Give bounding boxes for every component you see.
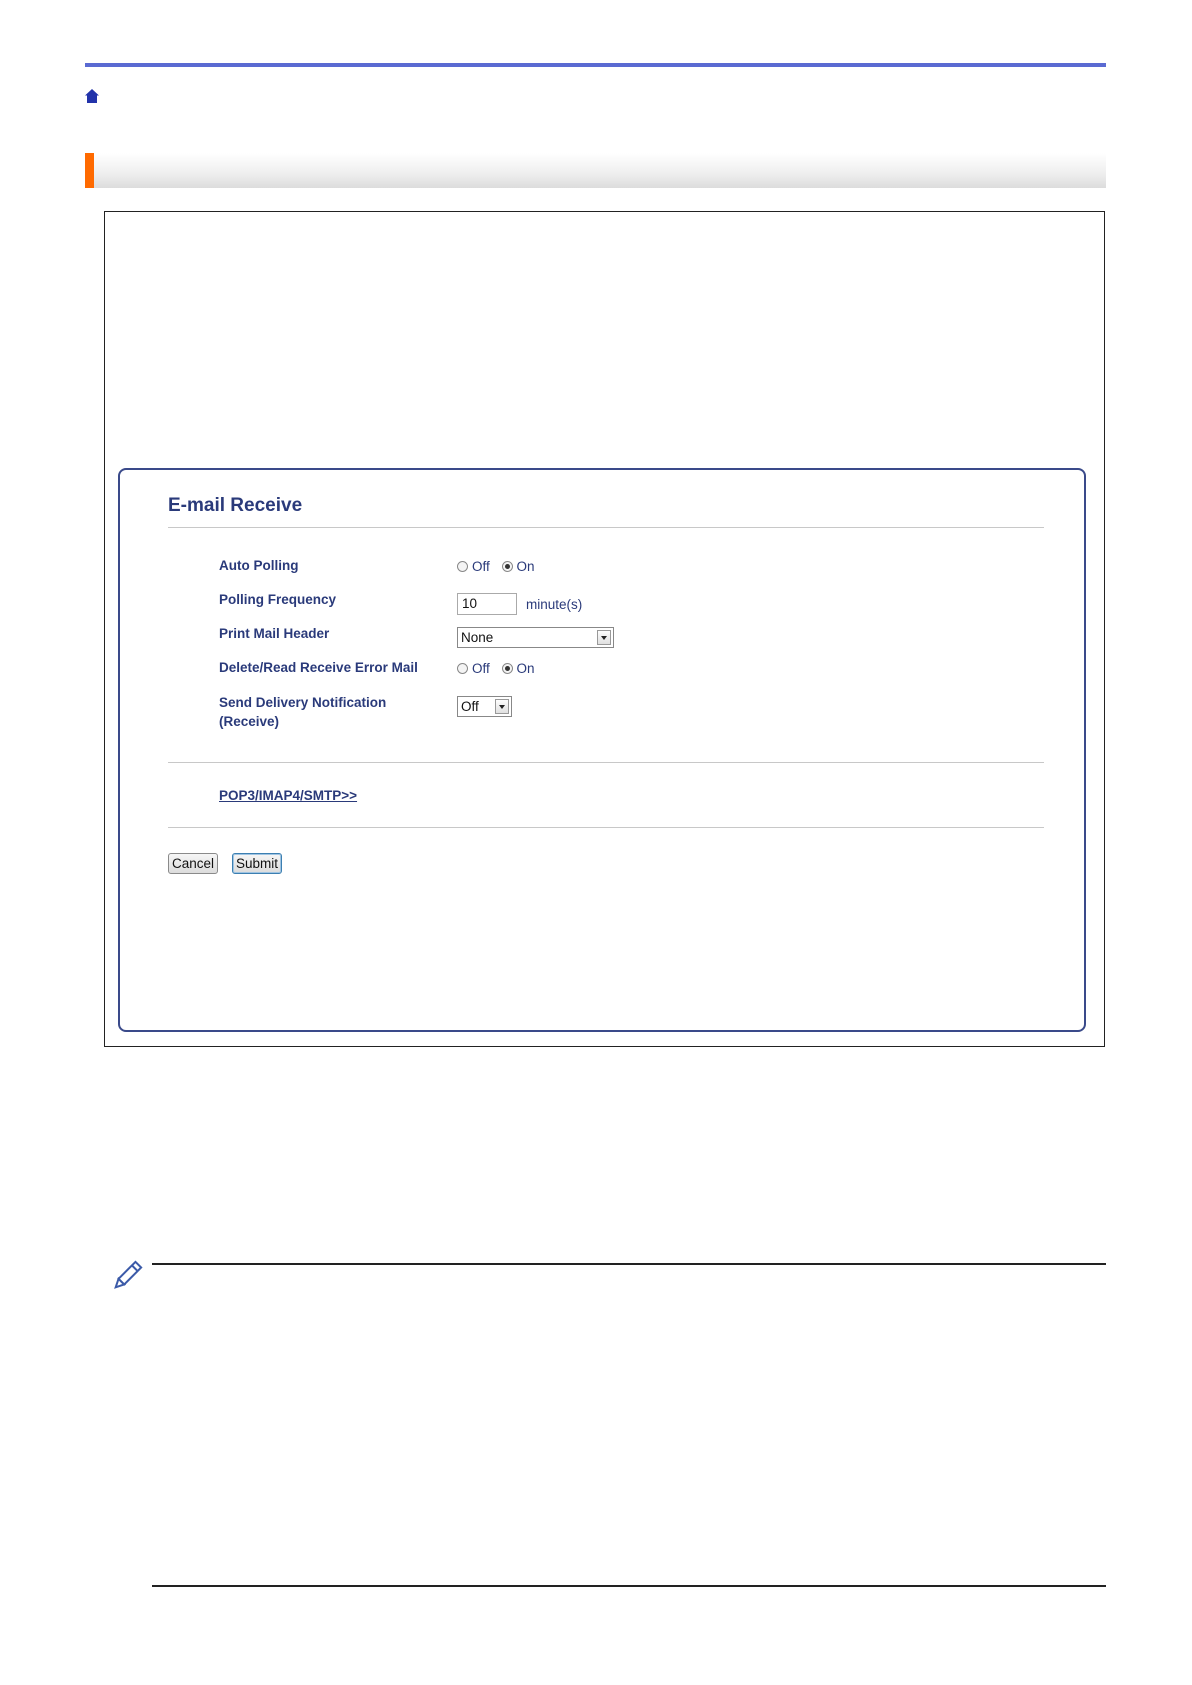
print-mail-header-label: Print Mail Header (219, 626, 330, 641)
protocol-settings-link[interactable]: POP3/IMAP4/SMTP>> (219, 788, 358, 803)
auto-polling-off-radio[interactable] (457, 561, 468, 572)
footer-rule (152, 1585, 1106, 1587)
delivery-notification-label-line2: (Receive) (219, 714, 280, 729)
delete-error-mail-on-radio[interactable] (502, 663, 513, 674)
screenshot-frame (104, 211, 1105, 1047)
header-rule (85, 63, 1106, 67)
auto-polling-label: Auto Polling (219, 558, 299, 573)
auto-polling-on-radio[interactable] (502, 561, 513, 572)
delete-error-mail-on-label: On (516, 661, 535, 676)
auto-polling-on-label: On (516, 559, 535, 574)
polling-frequency-label: Polling Frequency (219, 592, 337, 607)
chevron-down-icon (495, 699, 509, 714)
delete-error-mail-off-radio[interactable] (457, 663, 468, 674)
section-divider (168, 762, 1044, 763)
polling-frequency-input[interactable]: 10 (457, 593, 517, 615)
delete-error-mail-radio-group (457, 661, 543, 677)
delivery-notification-label-line1: Send Delivery Notification (219, 695, 387, 710)
delete-error-mail-label: Delete/Read Receive Error Mail (219, 660, 418, 675)
title-divider (168, 527, 1044, 528)
delivery-notification-label (219, 693, 386, 731)
auto-polling-radio-group (457, 559, 543, 575)
home-icon[interactable] (84, 88, 100, 104)
delivery-notification-value: Off (461, 699, 479, 714)
chevron-down-icon (597, 630, 611, 645)
polling-frequency-unit: minute(s) (526, 597, 583, 612)
delete-error-mail-off-label: Off (472, 661, 490, 676)
buttons-divider (168, 827, 1044, 828)
print-mail-header-value: None (461, 630, 494, 645)
section-accent (85, 153, 94, 188)
cancel-button[interactable]: Cancel (168, 853, 218, 874)
auto-polling-off-label: Off (472, 559, 490, 574)
section-heading-bar (85, 153, 1106, 188)
note-rule (152, 1263, 1106, 1265)
panel-title: E-mail Receive (168, 495, 303, 516)
print-mail-header-select[interactable] (457, 627, 614, 648)
submit-button[interactable]: Submit (232, 853, 282, 874)
pencil-icon (109, 1258, 145, 1294)
delivery-notification-select[interactable] (457, 696, 512, 717)
email-receive-panel (118, 468, 1086, 1032)
